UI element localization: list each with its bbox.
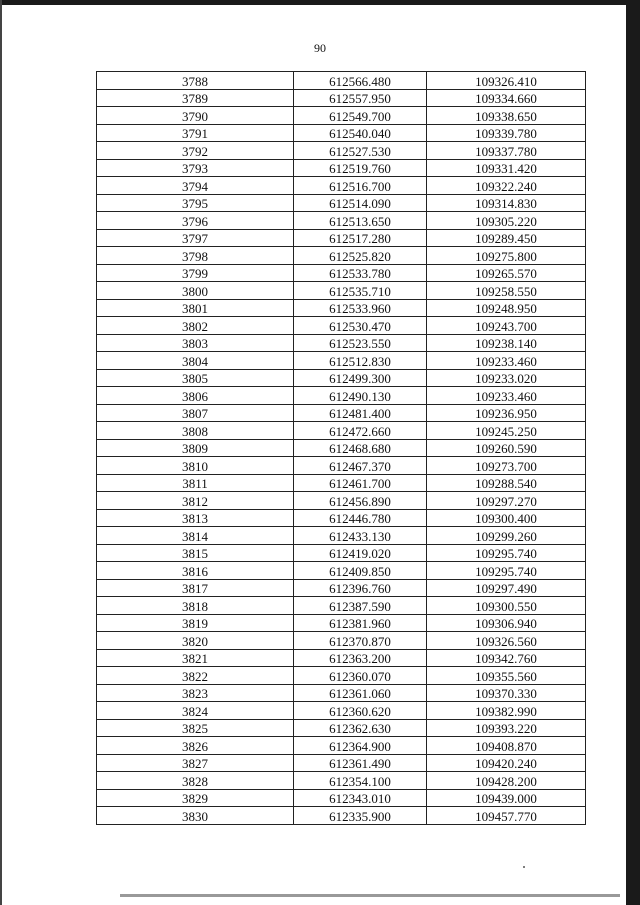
table-row	[97, 492, 586, 510]
point-id-cell: 3819	[97, 614, 294, 632]
table-row	[97, 177, 586, 195]
northing-cell: 109314.830	[427, 194, 586, 212]
northing-cell: 109233.460	[427, 352, 586, 370]
point-id-cell: 3795	[97, 194, 294, 212]
easting-cell: 612461.700	[294, 474, 427, 492]
scan-speck	[523, 866, 525, 868]
point-id-cell: 3828	[97, 772, 294, 790]
point-id-cell: 3796	[97, 212, 294, 230]
scan-border-bottom	[120, 894, 620, 897]
easting-cell: 612354.100	[294, 772, 427, 790]
table-row	[97, 264, 586, 282]
northing-cell: 109331.420	[427, 159, 586, 177]
northing-cell: 109322.240	[427, 177, 586, 195]
scan-border-top	[0, 0, 640, 5]
easting-cell: 612361.060	[294, 684, 427, 702]
point-id-cell: 3789	[97, 89, 294, 107]
northing-cell: 109243.700	[427, 317, 586, 335]
northing-cell: 109428.200	[427, 772, 586, 790]
table-row	[97, 387, 586, 405]
point-id-cell: 3810	[97, 457, 294, 475]
table-row	[97, 124, 586, 142]
northing-cell: 109408.870	[427, 737, 586, 755]
table-row	[97, 789, 586, 807]
northing-cell: 109233.020	[427, 369, 586, 387]
easting-cell: 612523.550	[294, 334, 427, 352]
northing-cell: 109297.270	[427, 492, 586, 510]
easting-cell: 612512.830	[294, 352, 427, 370]
table-row	[97, 352, 586, 370]
easting-cell: 612360.070	[294, 667, 427, 685]
table-row	[97, 614, 586, 632]
point-id-cell: 3825	[97, 719, 294, 737]
table-row	[97, 107, 586, 125]
easting-cell: 612456.890	[294, 492, 427, 510]
table-row	[97, 772, 586, 790]
table-row	[97, 807, 586, 825]
easting-cell: 612566.480	[294, 72, 427, 90]
table-row	[97, 282, 586, 300]
table-row	[97, 684, 586, 702]
northing-cell: 109393.220	[427, 719, 586, 737]
northing-cell: 109260.590	[427, 439, 586, 457]
point-id-cell: 3827	[97, 754, 294, 772]
point-id-cell: 3818	[97, 597, 294, 615]
point-id-cell: 3812	[97, 492, 294, 510]
page-number: 90	[314, 41, 326, 55]
scan-border-left	[0, 0, 2, 905]
table-row	[97, 509, 586, 527]
easting-cell: 612361.490	[294, 754, 427, 772]
easting-cell: 612519.760	[294, 159, 427, 177]
northing-cell: 109305.220	[427, 212, 586, 230]
northing-cell: 109295.740	[427, 562, 586, 580]
point-id-cell: 3813	[97, 509, 294, 527]
point-id-cell: 3788	[97, 72, 294, 90]
northing-cell: 109248.950	[427, 299, 586, 317]
table-row	[97, 317, 586, 335]
easting-cell: 612387.590	[294, 597, 427, 615]
point-id-cell: 3816	[97, 562, 294, 580]
point-id-cell: 3814	[97, 527, 294, 545]
northing-cell: 109233.460	[427, 387, 586, 405]
point-id-cell: 3791	[97, 124, 294, 142]
point-id-cell: 3808	[97, 422, 294, 440]
easting-cell: 612343.010	[294, 789, 427, 807]
point-id-cell: 3792	[97, 142, 294, 160]
table-row	[97, 474, 586, 492]
easting-cell: 612490.130	[294, 387, 427, 405]
northing-cell: 109420.240	[427, 754, 586, 772]
table-row	[97, 89, 586, 107]
easting-cell: 612525.820	[294, 247, 427, 265]
easting-cell: 612549.700	[294, 107, 427, 125]
easting-cell: 612530.470	[294, 317, 427, 335]
point-id-cell: 3820	[97, 632, 294, 650]
easting-cell: 612540.040	[294, 124, 427, 142]
table-row	[97, 439, 586, 457]
easting-cell: 612533.960	[294, 299, 427, 317]
point-id-cell: 3822	[97, 667, 294, 685]
easting-cell: 612409.850	[294, 562, 427, 580]
easting-cell: 612433.130	[294, 527, 427, 545]
northing-cell: 109288.540	[427, 474, 586, 492]
point-id-cell: 3798	[97, 247, 294, 265]
easting-cell: 612514.090	[294, 194, 427, 212]
easting-cell: 612335.900	[294, 807, 427, 825]
northing-cell: 109334.660	[427, 89, 586, 107]
table-row	[97, 562, 586, 580]
easting-cell: 612481.400	[294, 404, 427, 422]
easting-cell: 612419.020	[294, 544, 427, 562]
easting-cell: 612467.370	[294, 457, 427, 475]
easting-cell: 612557.950	[294, 89, 427, 107]
easting-cell: 612517.280	[294, 229, 427, 247]
easting-cell: 612472.660	[294, 422, 427, 440]
northing-cell: 109338.650	[427, 107, 586, 125]
northing-cell: 109300.550	[427, 597, 586, 615]
table-row	[97, 212, 586, 230]
easting-cell: 612527.530	[294, 142, 427, 160]
easting-cell: 612516.700	[294, 177, 427, 195]
coordinate-table-body	[97, 72, 586, 825]
northing-cell: 109289.450	[427, 229, 586, 247]
table-row	[97, 702, 586, 720]
easting-cell: 612513.650	[294, 212, 427, 230]
northing-cell: 109275.800	[427, 247, 586, 265]
table-row	[97, 159, 586, 177]
point-id-cell: 3823	[97, 684, 294, 702]
table-row	[97, 72, 586, 90]
point-id-cell: 3817	[97, 579, 294, 597]
scan-border-right	[626, 0, 640, 905]
easting-cell: 612468.680	[294, 439, 427, 457]
point-id-cell: 3797	[97, 229, 294, 247]
point-id-cell: 3824	[97, 702, 294, 720]
table-row	[97, 737, 586, 755]
northing-cell: 109297.490	[427, 579, 586, 597]
table-row	[97, 719, 586, 737]
table-row	[97, 194, 586, 212]
point-id-cell: 3800	[97, 282, 294, 300]
table-row	[97, 597, 586, 615]
northing-cell: 109355.560	[427, 667, 586, 685]
table-row	[97, 544, 586, 562]
northing-cell: 109339.780	[427, 124, 586, 142]
point-id-cell: 3829	[97, 789, 294, 807]
northing-cell: 109258.550	[427, 282, 586, 300]
table-row	[97, 457, 586, 475]
point-id-cell: 3815	[97, 544, 294, 562]
northing-cell: 109326.410	[427, 72, 586, 90]
point-id-cell: 3806	[97, 387, 294, 405]
point-id-cell: 3821	[97, 649, 294, 667]
northing-cell: 109245.250	[427, 422, 586, 440]
northing-cell: 109337.780	[427, 142, 586, 160]
easting-cell: 612363.200	[294, 649, 427, 667]
table-row	[97, 334, 586, 352]
point-id-cell: 3801	[97, 299, 294, 317]
point-id-cell: 3830	[97, 807, 294, 825]
northing-cell: 109439.000	[427, 789, 586, 807]
northing-cell: 109265.570	[427, 264, 586, 282]
northing-cell: 109238.140	[427, 334, 586, 352]
northing-cell: 109382.990	[427, 702, 586, 720]
point-id-cell: 3803	[97, 334, 294, 352]
easting-cell: 612533.780	[294, 264, 427, 282]
table-row	[97, 649, 586, 667]
table-row	[97, 667, 586, 685]
table-row	[97, 299, 586, 317]
table-row	[97, 247, 586, 265]
northing-cell: 109306.940	[427, 614, 586, 632]
table-row	[97, 422, 586, 440]
northing-cell: 109326.560	[427, 632, 586, 650]
northing-cell: 109299.260	[427, 527, 586, 545]
table-row	[97, 632, 586, 650]
easting-cell: 612370.870	[294, 632, 427, 650]
easting-cell: 612362.630	[294, 719, 427, 737]
point-id-cell: 3794	[97, 177, 294, 195]
easting-cell: 612364.900	[294, 737, 427, 755]
table-row	[97, 142, 586, 160]
northing-cell: 109370.330	[427, 684, 586, 702]
northing-cell: 109300.400	[427, 509, 586, 527]
point-id-cell: 3805	[97, 369, 294, 387]
table-row	[97, 579, 586, 597]
table-row	[97, 369, 586, 387]
table-row	[97, 229, 586, 247]
easting-cell: 612360.620	[294, 702, 427, 720]
point-id-cell: 3804	[97, 352, 294, 370]
northing-cell: 109457.770	[427, 807, 586, 825]
table-row	[97, 404, 586, 422]
point-id-cell: 3790	[97, 107, 294, 125]
northing-cell: 109342.760	[427, 649, 586, 667]
point-id-cell: 3802	[97, 317, 294, 335]
easting-cell: 612446.780	[294, 509, 427, 527]
coordinate-table	[96, 71, 586, 825]
table-row	[97, 754, 586, 772]
point-id-cell: 3826	[97, 737, 294, 755]
point-id-cell: 3811	[97, 474, 294, 492]
northing-cell: 109295.740	[427, 544, 586, 562]
point-id-cell: 3793	[97, 159, 294, 177]
easting-cell: 612396.760	[294, 579, 427, 597]
point-id-cell: 3807	[97, 404, 294, 422]
easting-cell: 612381.960	[294, 614, 427, 632]
easting-cell: 612499.300	[294, 369, 427, 387]
table-row	[97, 527, 586, 545]
easting-cell: 612535.710	[294, 282, 427, 300]
point-id-cell: 3809	[97, 439, 294, 457]
northing-cell: 109236.950	[427, 404, 586, 422]
northing-cell: 109273.700	[427, 457, 586, 475]
point-id-cell: 3799	[97, 264, 294, 282]
